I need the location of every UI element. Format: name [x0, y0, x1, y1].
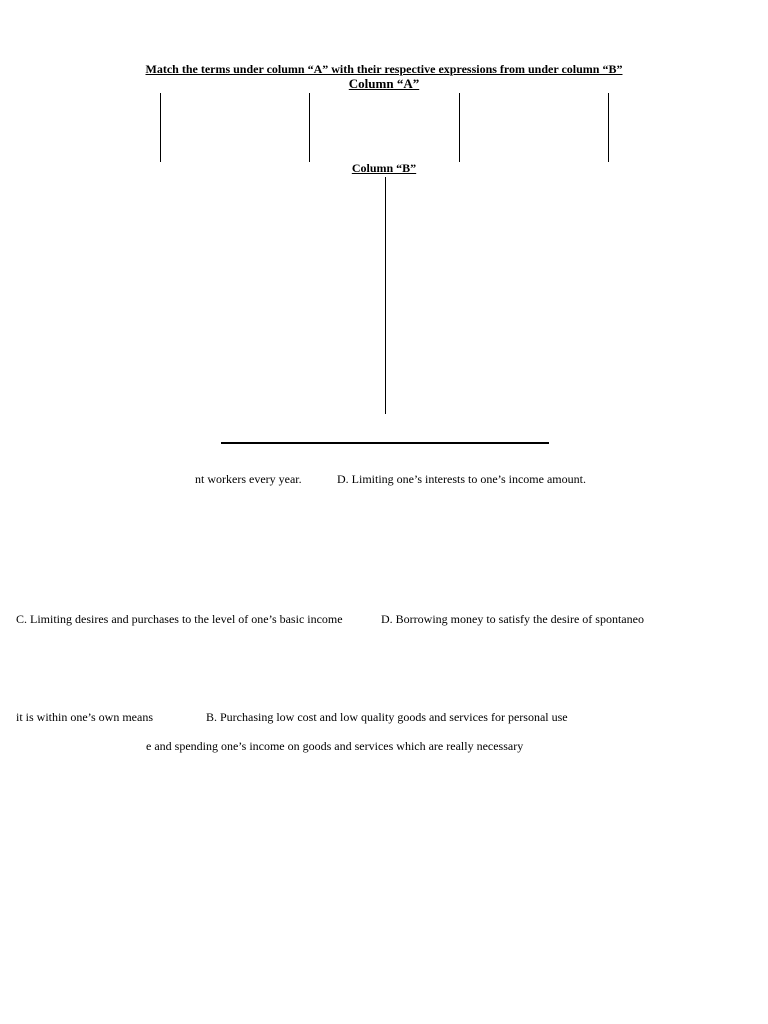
question-1-option-fragment: nt workers every year. [195, 472, 302, 486]
question-1-option-d: D. Limiting one’s interests to one’s income amount. [337, 472, 586, 486]
column-a-divider [309, 93, 310, 162]
column-a-divider [608, 93, 609, 162]
question-3-option-a-fragment: it is within one’s own means [16, 710, 153, 724]
question-2-option-c: C. Limiting desires and purchases to the level of one’s basic income [16, 612, 343, 626]
question-2-option-d: D. Borrowing money to satisfy the desire of spontaneo [381, 612, 644, 626]
question-3-option-continuation: e and spending one’s income on goods and services which are really necessary [146, 739, 524, 753]
instruction-heading: Match the terms under column “A” with their respective expressions from under column “B” [145, 62, 623, 76]
horizontal-rule [221, 442, 549, 444]
column-b-divider [385, 177, 386, 414]
column-a-divider [160, 93, 161, 162]
column-a-divider [459, 93, 460, 162]
column-b-heading: Column “B” [351, 161, 417, 175]
column-a-heading: Column “A” [348, 76, 420, 91]
question-3-option-b: B. Purchasing low cost and low quality goods and services for personal use [206, 710, 568, 724]
